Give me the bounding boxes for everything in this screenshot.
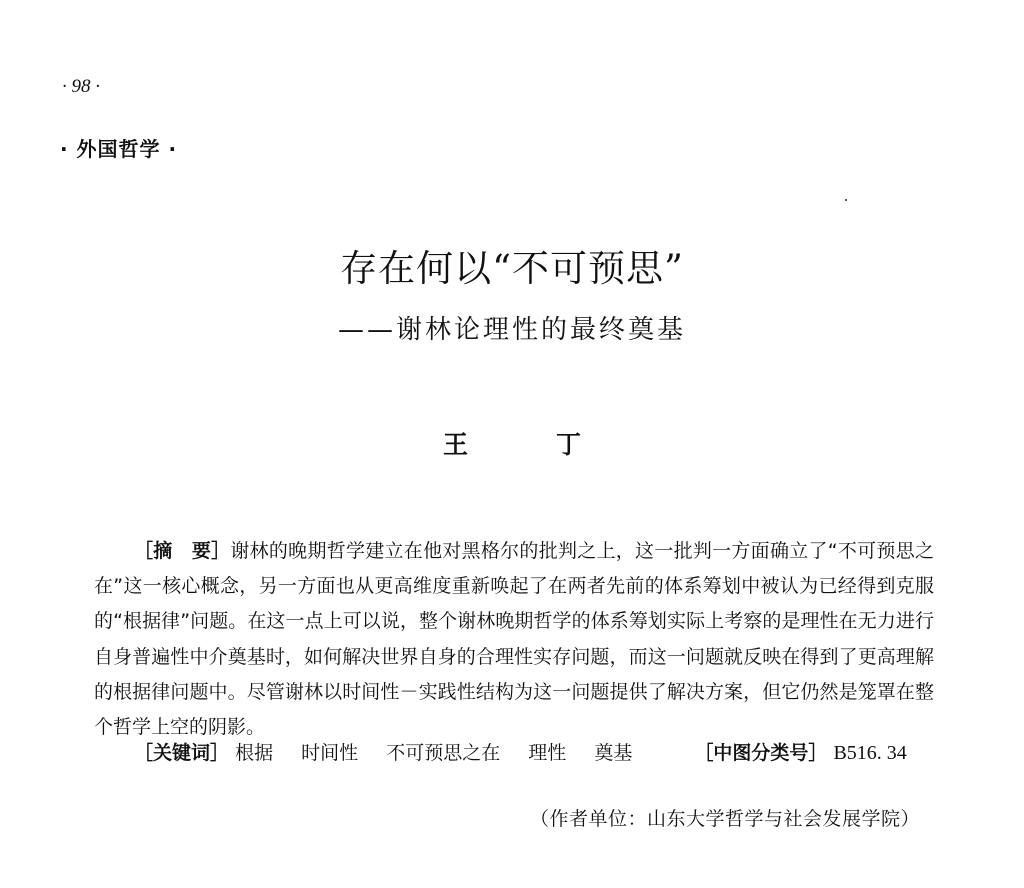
keyword: 奠基 [594,742,633,764]
author-surname: 王 [442,430,468,459]
print-speck [845,199,847,201]
keyword: 不可预思之在 [386,742,501,764]
classification-label: ［中图分类号］ [694,742,828,764]
classification-number: B516. 34 [833,742,907,764]
keywords-line [134,738,907,765]
author-given-name: 丁 [556,430,582,459]
keyword: 理性 [528,742,567,764]
keyword: 根据 [235,742,274,764]
article-title: 存在何以“不可预思” [340,247,684,290]
page-number: · 98 · [62,76,100,97]
abstract [94,534,934,745]
author-affiliation: （作者单位：山东大学哲学与社会发展学院） [530,808,921,830]
article-subtitle: ——谢林论理性的最终奠基 [337,315,686,345]
abstract-label: ［摘 要］ [134,540,231,562]
keywords-label: ［关键词］ [134,742,230,764]
abstract-text: 谢林的晚期哲学建立在他对黑格尔的批判之上，这一批判一方面确立了“不可预思之在”这一核心概念，另一方面也从更高维度重新唤起了在两者先前的体系筹划中被认为已经得到克服的“根据律”问题。在这一点上可以说，整个谢林晚期哲学的体系筹划实际上考察的是理性在无力进行自身普遍性中介奠基时，如何解决世界自身的合理性实存问题，而这一问题就反映在得到了更高理解的根据律问题中。尽管谢林以时间性－实践性结构为这一问题提供了解决方案，但它仍然是笼罩在整个哲学上空的阴影。 [94,540,934,739]
section-label: · 外国哲学 · [60,137,178,161]
author-name [0,425,1024,461]
keyword: 时间性 [301,742,359,764]
